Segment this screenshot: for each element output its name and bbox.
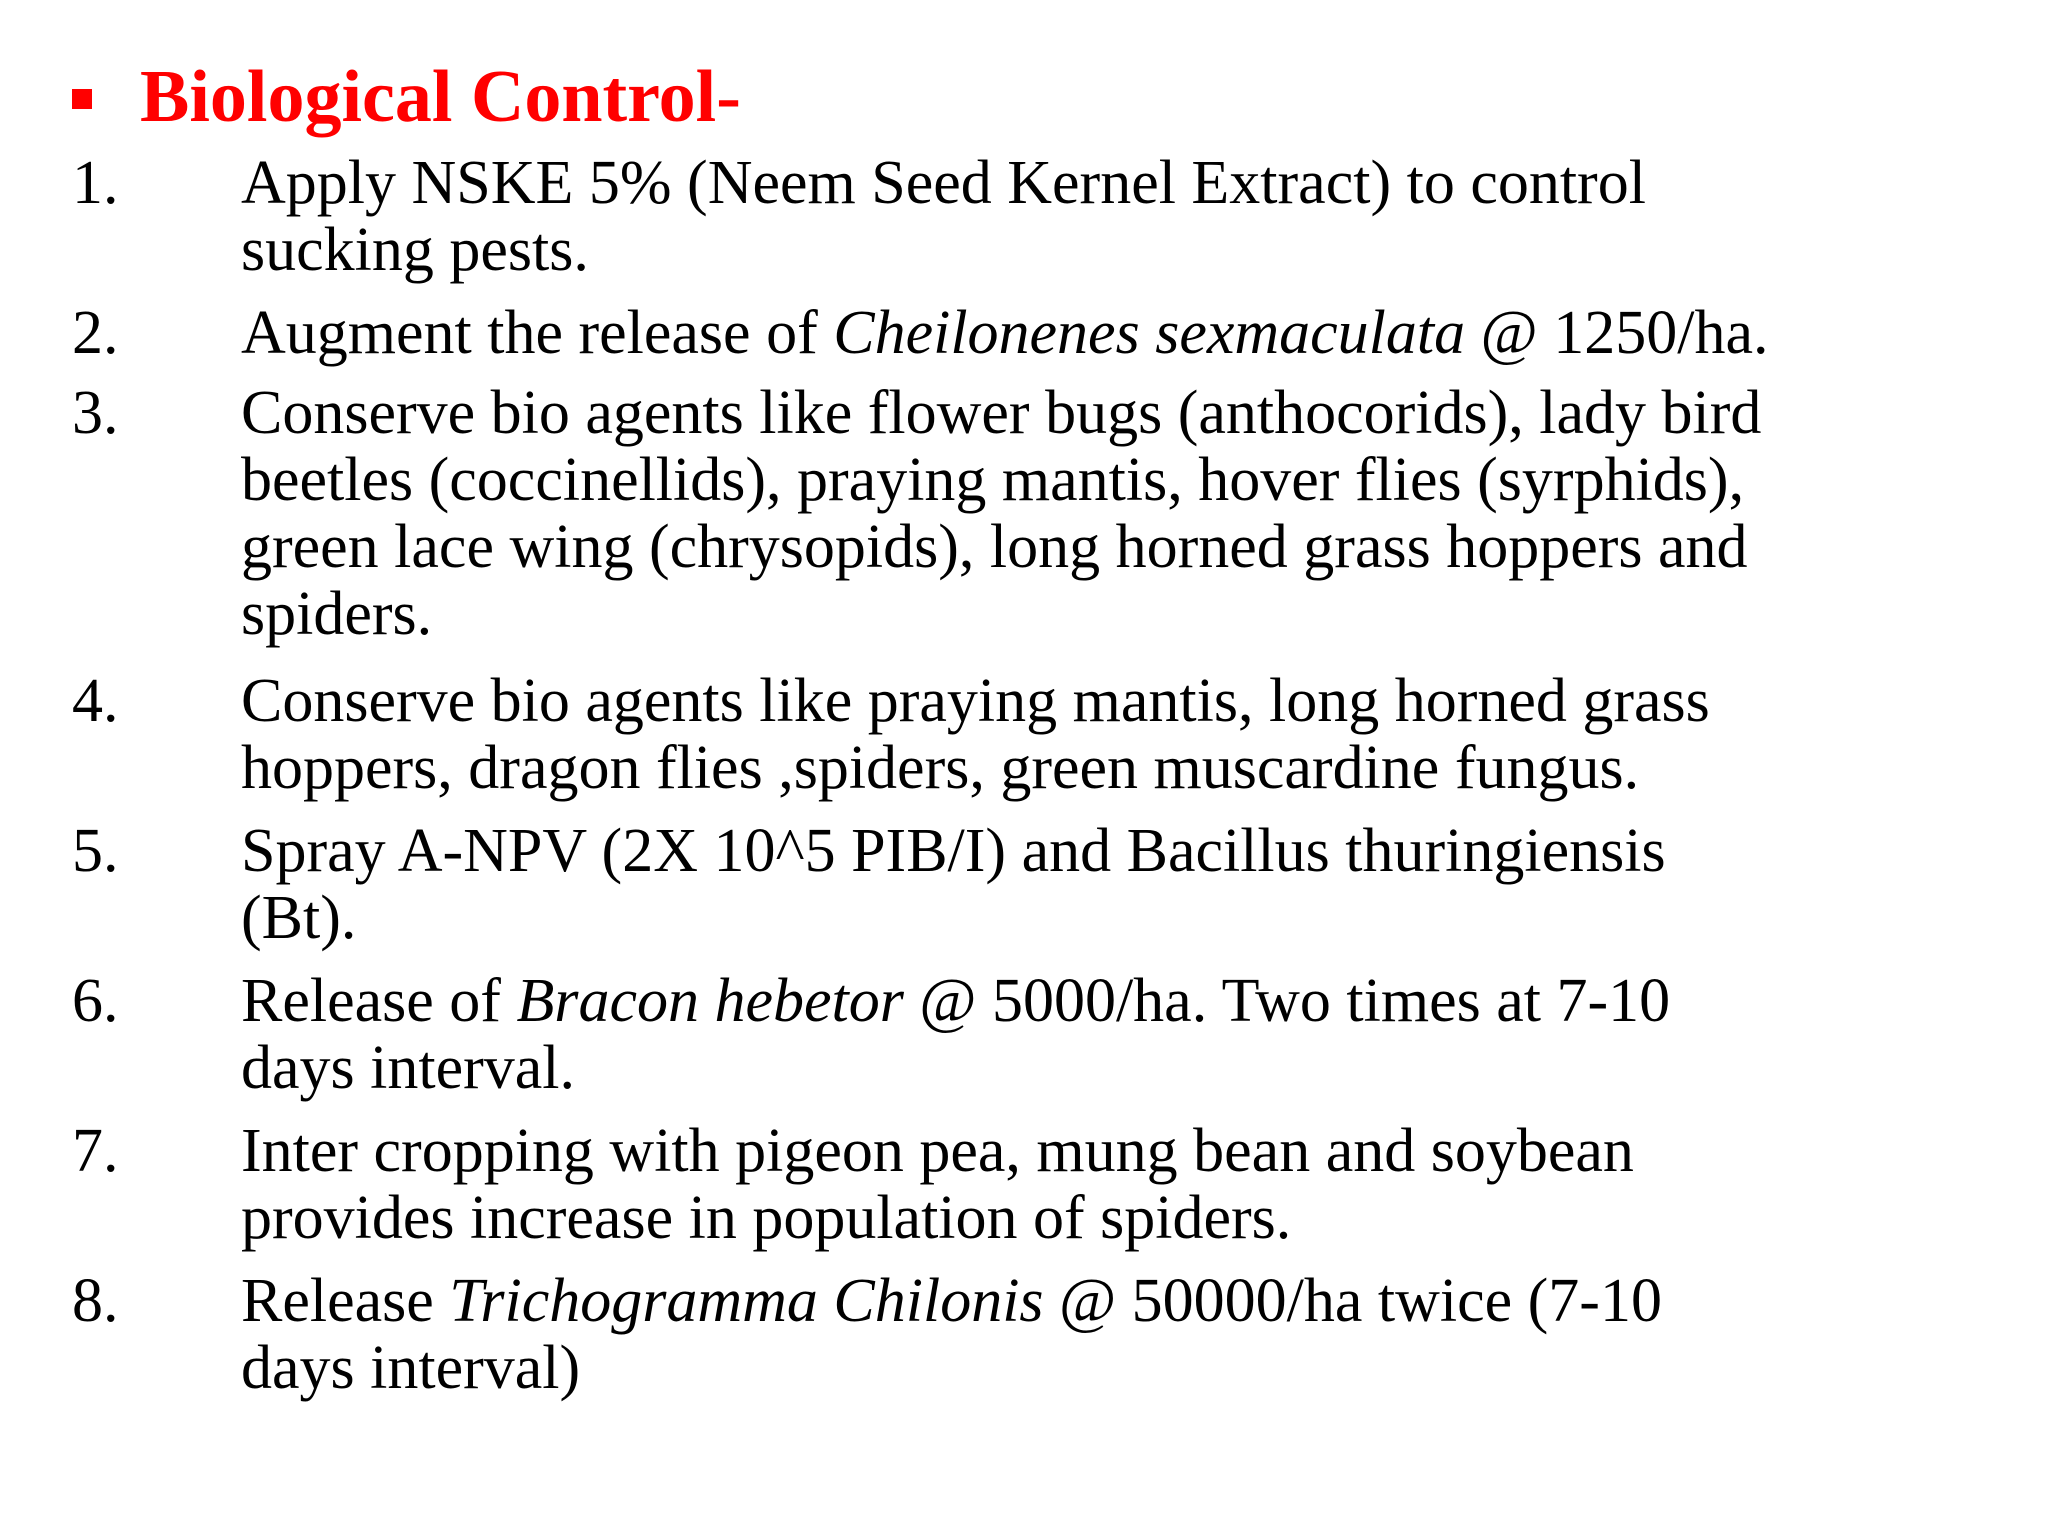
- list-item-line: [241, 668, 2001, 735]
- text-run: beetles (coccinellids), praying mantis, hover flies (syrphids),: [241, 446, 1745, 514]
- list-item-line: [241, 217, 2001, 284]
- list-item-number: 7.: [72, 1117, 119, 1185]
- list-item-text: [241, 300, 2001, 367]
- list-item-text: [241, 668, 2001, 802]
- text-run: spiders.: [241, 580, 433, 648]
- heading-text: Biological Control-: [140, 56, 741, 138]
- text-run: Conserve bio agents like flower bugs (anthocorids), lady bird: [241, 379, 1762, 447]
- list-item-line: [241, 735, 2001, 802]
- list-item-line: [241, 1268, 2001, 1335]
- text-run: Spray A-NPV (2X 10^5 PIB/I) and Bacillus thuringiensis: [241, 817, 1666, 885]
- list-item-number: 8.: [72, 1267, 119, 1335]
- list-item-text: [241, 968, 2001, 1102]
- list-item-number: 3.: [72, 379, 119, 447]
- text-run: green lace wing (chrysopids), long horned grass hoppers and: [241, 513, 1748, 581]
- list-item-number: 2.: [72, 299, 119, 367]
- text-run: provides increase in population of spiders.: [241, 1184, 1292, 1252]
- text-run: Inter cropping with pigeon pea, mung bean and soybean: [241, 1117, 1634, 1185]
- list-item-number: 5.: [72, 817, 119, 885]
- list-item-line: [241, 1335, 2001, 1402]
- text-run: @ 5000/ha. Two times at 7-10: [903, 967, 1671, 1035]
- list-item-line: [241, 1185, 2001, 1252]
- list-item-line: [241, 150, 2001, 217]
- list-item-text: [241, 818, 2001, 952]
- text-run: sucking pests.: [241, 216, 589, 284]
- list-item-number: 6.: [72, 967, 119, 1035]
- text-run: Apply NSKE 5% (Neem Seed Kernel Extract) to control: [241, 149, 1646, 217]
- list-item-number: 4.: [72, 667, 119, 735]
- text-run: (Bt).: [241, 884, 357, 952]
- text-run: days interval): [241, 1334, 581, 1402]
- text-run: @ 1250/ha.: [1465, 299, 1769, 367]
- list-item-line: [241, 581, 2001, 648]
- species-name: Trichogramma Chilonis: [449, 1267, 1044, 1335]
- list-item-line: [241, 380, 2001, 447]
- list-item-text: [241, 150, 2001, 284]
- list-item-line: [241, 818, 2001, 885]
- text-run: @ 50000/ha twice (7-10: [1043, 1267, 1662, 1335]
- species-name: Cheilonenes sexmaculata: [833, 299, 1466, 367]
- list-item-line: [241, 885, 2001, 952]
- list-item-number: 1.: [72, 149, 119, 217]
- species-name: Bracon hebetor: [516, 967, 904, 1035]
- text-run: Conserve bio agents like praying mantis, long horned grass: [241, 667, 1710, 735]
- text-run: Augment the release of: [241, 299, 834, 367]
- list-item-line: [241, 1118, 2001, 1185]
- list-item-text: [241, 1268, 2001, 1402]
- list-item-line: [241, 968, 2001, 1035]
- text-run: hoppers, dragon flies ,spiders, green muscardine fungus.: [241, 734, 1640, 802]
- list-item-line: [241, 300, 2001, 367]
- text-run: days interval.: [241, 1034, 576, 1102]
- text-run: Release of: [241, 967, 517, 1035]
- list-item-line: [241, 1035, 2001, 1102]
- list-item-text: [241, 380, 2001, 648]
- list-item-line: [241, 514, 2001, 581]
- list-item-text: [241, 1118, 2001, 1252]
- text-run: Release: [241, 1267, 450, 1335]
- list-item-line: [241, 447, 2001, 514]
